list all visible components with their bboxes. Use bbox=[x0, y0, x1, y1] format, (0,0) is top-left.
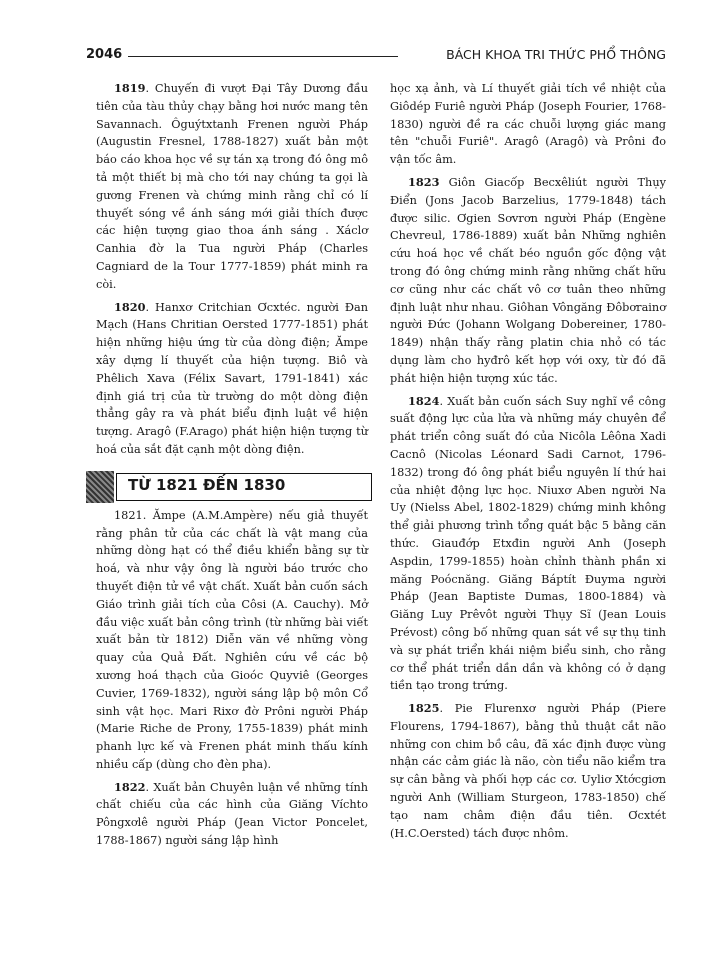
header-rule bbox=[128, 56, 398, 57]
paragraph-1824 bbox=[390, 393, 666, 696]
year-label: 1825 bbox=[408, 701, 440, 716]
page-header bbox=[86, 47, 666, 67]
paragraph-continuation: học xạ ảnh, và Lí thuyết giải tích về nhiệt của Giôdép Furiê người Pháp (Joseph Fourier, 1768-1830) người đề ra các chuỗi lượng giác mang tên "chuỗi Furiê". Aragô (Aragô) và Prôni đo vận tốc âm. bbox=[390, 82, 666, 167]
paragraph-text: . Xuất bản Chuyên luận về những tính chất chiếu của các hình của Giăng Víchto Pôngxơlê người Pháp (Jean Victor Poncelet, 1788-1867) người sáng lập hình bbox=[96, 780, 368, 848]
section-title: TỪ 1821 ĐẾN 1830 bbox=[128, 475, 286, 494]
year-label: 1824 bbox=[408, 393, 440, 408]
paragraph-1819 bbox=[96, 80, 368, 294]
running-title: BÁCH KHOA TRI THỨC PHỔ THÔNG bbox=[446, 47, 666, 62]
year-label: 1822 bbox=[114, 779, 146, 794]
year-label: 1819 bbox=[114, 81, 146, 95]
paragraph-text: . Pie Flurenxơ người Pháp (Piere Flourens, 1794-1867), bằng thủ thuật cắt não những con chim bồ câu, đã xác định được vùng nhận các cảm giác là não, còn tiểu não kiểm tra sự cân bằng và phối hợp các cơ. Uyliơ Xtớcgiơn người Anh (William Sturgeon, 1783-1850) chế tạo nam châm điện đầu tiên. Ơcxtét (H.C.Oersted) tách được nhôm. bbox=[390, 702, 666, 840]
paragraph-text: . Xuất bản cuốn sách Suy nghĩ về công suất động lực của lửa và những máy chuyên để phát triển công suất đó của Nicôla Lêôna Xadi Cacnô (Nicolas Léonard Sadi Carnot, 1796-1832) trong đó ông phát biểu nguyên lí thứ hai của nhiệt động lực học. Niuxơ Aben người Na Uy (Nielss Abel, 1802-1829) chứng minh không thể giải phương trình tổng quát bậc 5 bằng căn thức. Giauđớp Etxđin người Anh (Joseph Aspdin, 1799-1855) hoàn chỉnh thành phần xi măng Poócnăng. Giăng Báptít Đuyma người Pháp (Jean Baptiste Dumas, 1800-1884) và Giăng Luy Prêvôt người Thụy Sĩ (Jean Louis Prévost) công bố những quan sát về sự thụ tinh và sự phát triển khái niệm biểu sinh, cho rằng cơ thể phát triển dần dần và không có ở dạng tiền tạo trong trứng. bbox=[390, 394, 666, 693]
paragraph-1820 bbox=[96, 299, 368, 459]
section-marker-block bbox=[86, 471, 114, 503]
year-label: 1823 bbox=[408, 174, 440, 189]
page-number: 2046 bbox=[86, 47, 123, 62]
paragraph-text: . Chuyến đi vượt Đại Tây Dương đầu tiên của tàu thủy chạy bằng hơi nước mang tên Savannach. Ôguýtxtanh Frenen người Pháp (Augustin Fresnel, 1788-1827) xuất bản một báo cáo khoa học về sự tán xạ trong đó ông mô tả một thiết bị mà cho tới nay chúng ta gọi là gương Frenen và chứng minh rằng chỉ có lí thuyết sóng về ánh sáng mới giải thích được các hiện tượng giao thoa ánh sáng . Xáclơ Canhia đờ la Tua người Pháp (Charles Cagniard de la Tour 1777-1859) phát minh ra còi. bbox=[96, 82, 368, 291]
paragraph-text: . Hanxơ Critchian Ơcxtéc. người Đan Mạch (Hans Chritian Oersted 1777-1851) phát hiện những hiệu ứng từ của dòng điện; Ămpe xây dựng lí thuyết của hiện tượng. Biô và Phêlich Xava (Félix Savart, 1791-1841) xác định giá trị của từ trường do một dòng điện thẳng gây ra và phát biểu định luật về hiện tượng. Aragô (F.Arago) phát hiện hiện tượng từ hoá của sắt đặt cạnh một dòng điện. bbox=[96, 300, 368, 456]
paragraph-1822 bbox=[96, 779, 368, 850]
left-column bbox=[96, 80, 368, 855]
year-label: 1820 bbox=[114, 299, 146, 314]
paragraph-1821: 1821. Ămpe (A.M.Ampère) nếu giả thuyết rằng phân tử của các chất là vật mang của những dòng hạt có thể điều khiển bằng sự từ hoá, và như vậy ông là người báo trước cho thuyết điện tử về vật chất. Xuất bản cuốn sách Giáo trình giải tích của Côsi (A. Cauchy). Mở đầu việc xuất bản công trình (từ những bài viết xuất bản từ 1812) Diễn văn về những vòng quay của Quả Đất. Nghiên cứu về các bộ xương hoá thạch của Gioóc Quyviê (Georges Cuvier, 1769-1832), người sáng lập bộ môn Cổ sinh vật học. Mari Rixơ đờ Prôni người Pháp (Marie Riche de Prony, 1755-1839) phát minh phanh lực kế và Frenen phát minh thấu kính nhiều cấp (dùng cho đèn pha). bbox=[96, 508, 368, 771]
paragraph-1823 bbox=[390, 174, 666, 388]
right-column bbox=[390, 80, 666, 847]
paragraph-text: Giôn Giacốp Becxêliút người Thụy Điển (Jons Jacob Barzelius, 1779-1848) tách được silic. Ơgien Sơvrơn người Pháp (Engène Chevreul, 1786-1889) xuất bản Những nghiên cứu hoá học về chất béo nguồn gốc động vật trong đó ông chứng minh rằng những chất hữu cơ cũng như các chất vô cơ tuân theo những định luật như nhau. Giôhan Vôngăng Đôbơrainơ người Đức (Johann Wolgang Dobereiner, 1780-1849) nhận thấy rằng platin chia nhỏ có tác dụng làm cho hyđrô kết hợp với oxy, từ đó đã phát hiện hiện tượng xúc tác. bbox=[390, 175, 666, 385]
paragraph-1825 bbox=[390, 700, 666, 842]
section-header bbox=[86, 471, 368, 503]
